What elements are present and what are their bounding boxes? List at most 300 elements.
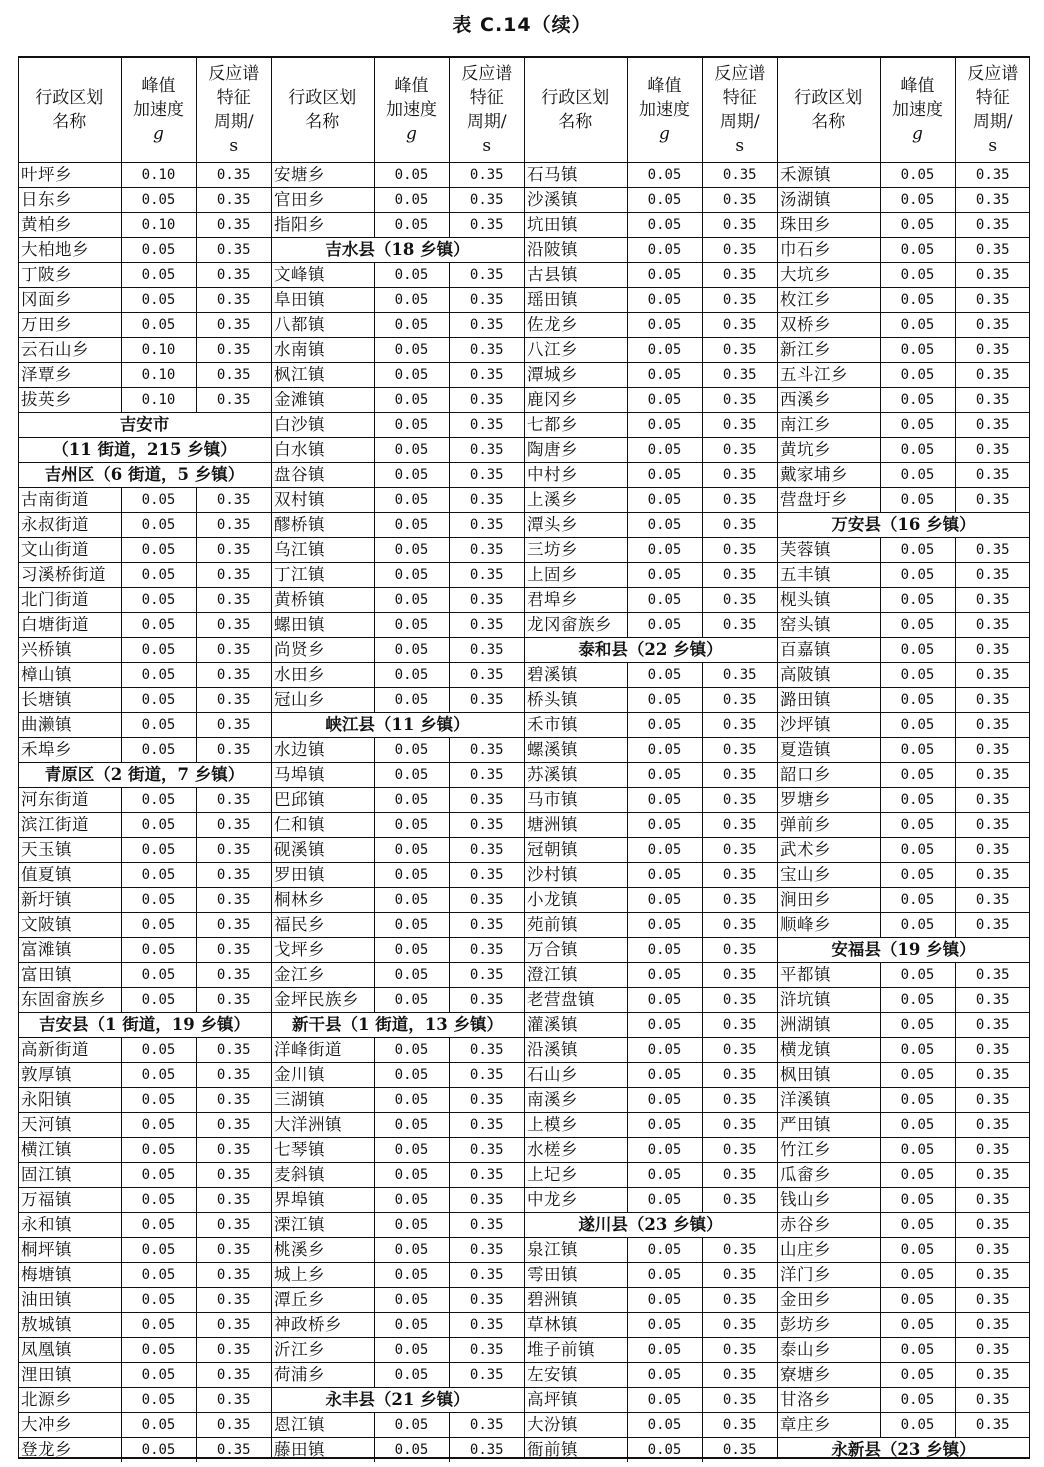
header-name-line2: 名称 bbox=[811, 112, 846, 132]
region-name-cell: 佐龙乡 bbox=[524, 313, 627, 338]
table-row bbox=[271, 438, 524, 463]
table-row bbox=[271, 1263, 524, 1288]
table-row bbox=[18, 813, 271, 838]
region-name-cell: 冠朝镇 bbox=[524, 838, 627, 863]
peak-acceleration-cell: 0.05 bbox=[880, 1213, 955, 1238]
period-cell: 0.35 bbox=[702, 1413, 777, 1438]
peak-acceleration-cell: 0.05 bbox=[121, 1263, 196, 1288]
region-name-cell: 金江乡 bbox=[271, 963, 374, 988]
header-name bbox=[18, 58, 121, 163]
header-period-line2: 特征 bbox=[469, 88, 504, 108]
peak-acceleration-cell: 0.05 bbox=[374, 313, 449, 338]
region-name-cell: 北源乡 bbox=[18, 1388, 121, 1413]
peak-acceleration-cell: 0.05 bbox=[627, 1038, 702, 1063]
peak-acceleration-cell: 0.05 bbox=[880, 688, 955, 713]
region-name-cell: 叶坪乡 bbox=[18, 163, 121, 188]
table-row bbox=[18, 488, 271, 513]
header-period-line3: 周期/ bbox=[213, 112, 254, 132]
region-name-cell: 上模乡 bbox=[524, 1113, 627, 1138]
region-name-cell: 坑田镇 bbox=[524, 213, 627, 238]
table-row bbox=[271, 588, 524, 613]
table-row bbox=[524, 1288, 777, 1313]
table-body bbox=[271, 163, 524, 1463]
peak-acceleration-cell: 0.05 bbox=[121, 563, 196, 588]
table-row bbox=[18, 1063, 271, 1088]
peak-acceleration-cell: 0.05 bbox=[627, 1413, 702, 1438]
header-name-line2: 名称 bbox=[558, 112, 593, 132]
region-name-cell: 冠山乡 bbox=[271, 688, 374, 713]
region-name-cell: 洲湖镇 bbox=[777, 1013, 880, 1038]
region-name-cell: 泽覃乡 bbox=[18, 363, 121, 388]
peak-acceleration-cell: 0.05 bbox=[880, 1263, 955, 1288]
region-name-cell: 仁和镇 bbox=[271, 813, 374, 838]
section-row bbox=[271, 238, 524, 263]
peak-acceleration-cell: 0.05 bbox=[121, 238, 196, 263]
period-cell: 0.35 bbox=[955, 1213, 1030, 1238]
header-accel bbox=[121, 58, 196, 163]
table-row bbox=[524, 238, 777, 263]
table-row bbox=[271, 1413, 524, 1438]
peak-acceleration-cell: 0.05 bbox=[374, 1038, 449, 1063]
period-cell: 0.35 bbox=[449, 388, 524, 413]
table-row bbox=[18, 1438, 271, 1463]
peak-acceleration-cell: 0.05 bbox=[374, 1213, 449, 1238]
table-row bbox=[271, 1288, 524, 1313]
period-cell: 0.35 bbox=[196, 1163, 271, 1188]
period-cell: 0.35 bbox=[955, 738, 1030, 763]
peak-acceleration-cell: 0.10 bbox=[121, 213, 196, 238]
period-cell: 0.35 bbox=[702, 838, 777, 863]
section-heading: 永新县（23 乡镇） bbox=[831, 1440, 976, 1459]
region-name-cell: 瓜畲乡 bbox=[777, 1163, 880, 1188]
table-row bbox=[271, 938, 524, 963]
peak-acceleration-cell: 0.05 bbox=[880, 288, 955, 313]
header-accel-unit: g bbox=[659, 124, 670, 144]
period-cell: 0.35 bbox=[196, 1038, 271, 1063]
region-name-cell: 水田乡 bbox=[271, 663, 374, 688]
region-name-cell: 君埠乡 bbox=[524, 588, 627, 613]
peak-acceleration-cell: 0.05 bbox=[880, 1288, 955, 1313]
period-cell: 0.35 bbox=[702, 688, 777, 713]
peak-acceleration-cell: 0.05 bbox=[880, 663, 955, 688]
period-cell: 0.35 bbox=[449, 1163, 524, 1188]
peak-acceleration-cell: 0.05 bbox=[121, 1188, 196, 1213]
period-cell: 0.35 bbox=[955, 413, 1030, 438]
table-row bbox=[18, 1088, 271, 1113]
peak-acceleration-cell: 0.05 bbox=[374, 663, 449, 688]
region-name-cell: 龙冈畲族乡 bbox=[524, 613, 627, 638]
region-name-cell: 雩田镇 bbox=[524, 1263, 627, 1288]
peak-acceleration-cell: 0.05 bbox=[121, 488, 196, 513]
peak-acceleration-cell: 0.05 bbox=[374, 1338, 449, 1363]
region-name-cell: 水边镇 bbox=[271, 738, 374, 763]
table-row bbox=[777, 763, 1030, 788]
period-cell: 0.35 bbox=[196, 213, 271, 238]
period-cell: 0.35 bbox=[955, 1088, 1030, 1113]
header-row bbox=[524, 58, 777, 163]
period-cell: 0.35 bbox=[449, 688, 524, 713]
region-name-cell: 塘洲镇 bbox=[524, 813, 627, 838]
peak-acceleration-cell: 0.05 bbox=[121, 538, 196, 563]
header-period-unit: s bbox=[735, 136, 745, 156]
period-cell: 0.35 bbox=[196, 1238, 271, 1263]
table-row bbox=[777, 1388, 1030, 1413]
period-cell: 0.35 bbox=[196, 963, 271, 988]
region-name-cell: 弹前乡 bbox=[777, 813, 880, 838]
period-cell: 0.35 bbox=[196, 1213, 271, 1238]
peak-acceleration-cell: 0.05 bbox=[627, 1438, 702, 1463]
section-heading: 吉安市 bbox=[18, 413, 271, 438]
peak-acceleration-cell: 0.05 bbox=[374, 1063, 449, 1088]
peak-acceleration-cell: 0.05 bbox=[627, 1388, 702, 1413]
region-name-cell: 盘谷镇 bbox=[271, 463, 374, 488]
peak-acceleration-cell: 0.05 bbox=[121, 813, 196, 838]
table-row bbox=[18, 1238, 271, 1263]
peak-acceleration-cell: 0.05 bbox=[627, 1113, 702, 1138]
peak-acceleration-cell: 0.05 bbox=[880, 1038, 955, 1063]
header-period-line1: 反应谱 bbox=[714, 64, 766, 84]
header-accel-unit: g bbox=[912, 124, 923, 144]
table-row bbox=[524, 188, 777, 213]
region-name-cell: 泰山乡 bbox=[777, 1338, 880, 1363]
table-row bbox=[777, 1038, 1030, 1063]
section-heading: 泰和县（22 乡镇） bbox=[524, 638, 777, 663]
peak-acceleration-cell: 0.05 bbox=[374, 1113, 449, 1138]
period-cell: 0.35 bbox=[955, 588, 1030, 613]
peak-acceleration-cell: 0.05 bbox=[374, 688, 449, 713]
sub-table bbox=[271, 58, 524, 1462]
period-cell: 0.35 bbox=[955, 1013, 1030, 1038]
table-row bbox=[777, 538, 1030, 563]
table-row bbox=[18, 788, 271, 813]
table-row bbox=[524, 363, 777, 388]
period-cell: 0.35 bbox=[702, 988, 777, 1013]
period-cell: 0.35 bbox=[196, 1138, 271, 1163]
peak-acceleration-cell: 0.05 bbox=[121, 913, 196, 938]
region-name-cell: 梅塘镇 bbox=[18, 1263, 121, 1288]
peak-acceleration-cell: 0.05 bbox=[121, 1388, 196, 1413]
period-cell: 0.35 bbox=[702, 1088, 777, 1113]
table-row bbox=[524, 1388, 777, 1413]
period-cell: 0.35 bbox=[449, 988, 524, 1013]
table-row bbox=[777, 163, 1030, 188]
period-cell: 0.35 bbox=[955, 1263, 1030, 1288]
region-name-cell: 洋溪镇 bbox=[777, 1088, 880, 1113]
region-name-cell: 上固乡 bbox=[524, 563, 627, 588]
table-row bbox=[271, 638, 524, 663]
header-accel-line2: 加速度 bbox=[133, 100, 184, 120]
period-cell: 0.35 bbox=[449, 863, 524, 888]
period-cell: 0.35 bbox=[449, 1413, 524, 1438]
table-row bbox=[271, 813, 524, 838]
region-name-cell: 万合镇 bbox=[524, 938, 627, 963]
peak-acceleration-cell: 0.05 bbox=[374, 588, 449, 613]
table-row bbox=[524, 1013, 777, 1038]
peak-acceleration-cell: 0.05 bbox=[880, 1013, 955, 1038]
header-accel-line2: 加速度 bbox=[639, 100, 690, 120]
peak-acceleration-cell: 0.05 bbox=[880, 913, 955, 938]
header-accel-unit: g bbox=[153, 124, 164, 144]
region-name-cell: 固江镇 bbox=[18, 1163, 121, 1188]
header-period bbox=[449, 58, 524, 163]
period-cell: 0.35 bbox=[449, 1063, 524, 1088]
peak-acceleration-cell: 0.05 bbox=[627, 1163, 702, 1188]
header-period-unit: s bbox=[229, 136, 239, 156]
table-row bbox=[777, 238, 1030, 263]
table-row bbox=[18, 588, 271, 613]
region-name-cell: 水南镇 bbox=[271, 338, 374, 363]
peak-acceleration-cell: 0.05 bbox=[374, 813, 449, 838]
region-name-cell: 五丰镇 bbox=[777, 563, 880, 588]
period-cell: 0.35 bbox=[955, 188, 1030, 213]
table-row bbox=[777, 1138, 1030, 1163]
period-cell: 0.35 bbox=[955, 863, 1030, 888]
table-row bbox=[271, 988, 524, 1013]
peak-acceleration-cell: 0.05 bbox=[374, 738, 449, 763]
period-cell: 0.35 bbox=[702, 1113, 777, 1138]
table-row bbox=[524, 1238, 777, 1263]
header-period-line2: 特征 bbox=[216, 88, 251, 108]
table-row bbox=[524, 1263, 777, 1288]
period-cell: 0.35 bbox=[449, 1288, 524, 1313]
region-name-cell: 八江乡 bbox=[524, 338, 627, 363]
peak-acceleration-cell: 0.10 bbox=[121, 363, 196, 388]
peak-acceleration-cell: 0.05 bbox=[374, 1313, 449, 1338]
table-row bbox=[18, 1188, 271, 1213]
region-name-cell: 高新街道 bbox=[18, 1038, 121, 1063]
peak-acceleration-cell: 0.05 bbox=[374, 188, 449, 213]
region-name-cell: 登龙乡 bbox=[18, 1438, 121, 1463]
peak-acceleration-cell: 0.05 bbox=[121, 938, 196, 963]
table-row bbox=[524, 1313, 777, 1338]
table-row bbox=[524, 563, 777, 588]
region-name-cell: 界埠镇 bbox=[271, 1188, 374, 1213]
region-name-cell: 永阳镇 bbox=[18, 1088, 121, 1113]
period-cell: 0.35 bbox=[196, 638, 271, 663]
period-cell: 0.35 bbox=[449, 338, 524, 363]
region-name-cell: 五斗江乡 bbox=[777, 363, 880, 388]
period-cell: 0.35 bbox=[702, 463, 777, 488]
period-cell: 0.35 bbox=[955, 763, 1030, 788]
region-name-cell: 石马镇 bbox=[524, 163, 627, 188]
period-cell: 0.35 bbox=[196, 1288, 271, 1313]
table-row bbox=[18, 888, 271, 913]
period-cell: 0.35 bbox=[702, 1388, 777, 1413]
period-cell: 0.35 bbox=[196, 813, 271, 838]
section-heading: 青原区（2 街道，7 乡镇） bbox=[18, 763, 271, 788]
period-cell: 0.35 bbox=[449, 838, 524, 863]
section-heading: 吉州区（6 街道，5 乡镇） bbox=[18, 463, 271, 488]
section-row bbox=[271, 1388, 524, 1413]
peak-acceleration-cell: 0.05 bbox=[880, 388, 955, 413]
region-name-cell: 潭城乡 bbox=[524, 363, 627, 388]
table-row bbox=[18, 863, 271, 888]
period-cell: 0.35 bbox=[702, 1238, 777, 1263]
region-name-cell: 汤湖镇 bbox=[777, 188, 880, 213]
period-cell: 0.35 bbox=[196, 788, 271, 813]
region-name-cell: 马市镇 bbox=[524, 788, 627, 813]
table-row bbox=[777, 463, 1030, 488]
table-row bbox=[271, 1088, 524, 1113]
table-row bbox=[524, 413, 777, 438]
period-cell: 0.35 bbox=[449, 1088, 524, 1113]
peak-acceleration-cell: 0.05 bbox=[627, 913, 702, 938]
table-row bbox=[18, 688, 271, 713]
region-name-cell: 敦厚镇 bbox=[18, 1063, 121, 1088]
table-row bbox=[271, 313, 524, 338]
region-name-cell: 桐林乡 bbox=[271, 888, 374, 913]
period-cell: 0.35 bbox=[449, 613, 524, 638]
region-name-cell: 鹿冈乡 bbox=[524, 388, 627, 413]
period-cell: 0.35 bbox=[449, 188, 524, 213]
region-name-cell: 凤凰镇 bbox=[18, 1338, 121, 1363]
region-name-cell: 甘洛乡 bbox=[777, 1388, 880, 1413]
header-period-line1: 反应谱 bbox=[461, 64, 513, 84]
region-name-cell: 罗田镇 bbox=[271, 863, 374, 888]
table-quadrant-2 bbox=[271, 58, 524, 1457]
header-period-line1: 反应谱 bbox=[208, 64, 260, 84]
table-row bbox=[777, 488, 1030, 513]
peak-acceleration-cell: 0.05 bbox=[880, 838, 955, 863]
period-cell: 0.35 bbox=[702, 713, 777, 738]
peak-acceleration-cell: 0.05 bbox=[627, 363, 702, 388]
region-name-cell: 草林镇 bbox=[524, 1313, 627, 1338]
header-name bbox=[271, 58, 374, 163]
region-name-cell: 指阳乡 bbox=[271, 213, 374, 238]
peak-acceleration-cell: 0.05 bbox=[627, 213, 702, 238]
header-name bbox=[777, 58, 880, 163]
peak-acceleration-cell: 0.05 bbox=[627, 338, 702, 363]
peak-acceleration-cell: 0.05 bbox=[627, 188, 702, 213]
table-row bbox=[18, 363, 271, 388]
peak-acceleration-cell: 0.05 bbox=[880, 1163, 955, 1188]
peak-acceleration-cell: 0.05 bbox=[374, 988, 449, 1013]
table-row bbox=[524, 338, 777, 363]
period-cell: 0.35 bbox=[196, 1188, 271, 1213]
region-name-cell: 寮塘乡 bbox=[777, 1363, 880, 1388]
peak-acceleration-cell: 0.05 bbox=[121, 613, 196, 638]
table-row bbox=[777, 863, 1030, 888]
header-period-line3: 周期/ bbox=[719, 112, 760, 132]
header-accel-line2: 加速度 bbox=[386, 100, 437, 120]
table-row bbox=[524, 1038, 777, 1063]
table-row bbox=[524, 1188, 777, 1213]
peak-acceleration-cell: 0.05 bbox=[880, 188, 955, 213]
period-cell: 0.35 bbox=[196, 338, 271, 363]
region-name-cell: 古南街道 bbox=[18, 488, 121, 513]
region-name-cell: 安塘乡 bbox=[271, 163, 374, 188]
header-period bbox=[955, 58, 1030, 163]
period-cell: 0.35 bbox=[449, 888, 524, 913]
peak-acceleration-cell: 0.05 bbox=[627, 463, 702, 488]
table-row bbox=[524, 938, 777, 963]
peak-acceleration-cell: 0.05 bbox=[627, 288, 702, 313]
period-cell: 0.35 bbox=[196, 838, 271, 863]
period-cell: 0.35 bbox=[955, 1163, 1030, 1188]
period-cell: 0.35 bbox=[955, 1388, 1030, 1413]
table-row bbox=[524, 1338, 777, 1363]
period-cell: 0.35 bbox=[955, 1063, 1030, 1088]
peak-acceleration-cell: 0.05 bbox=[374, 463, 449, 488]
peak-acceleration-cell: 0.05 bbox=[627, 1188, 702, 1213]
table-body bbox=[524, 163, 777, 1463]
region-name-cell: 双桥乡 bbox=[777, 313, 880, 338]
table-row bbox=[271, 613, 524, 638]
period-cell: 0.35 bbox=[702, 488, 777, 513]
period-cell: 0.35 bbox=[955, 488, 1030, 513]
peak-acceleration-cell: 0.05 bbox=[880, 638, 955, 663]
peak-acceleration-cell: 0.05 bbox=[374, 1188, 449, 1213]
region-name-cell: 芙蓉镇 bbox=[777, 538, 880, 563]
section-heading: 安福县（19 乡镇） bbox=[777, 938, 1030, 963]
region-name-cell: 浒坑镇 bbox=[777, 988, 880, 1013]
peak-acceleration-cell: 0.05 bbox=[627, 838, 702, 863]
period-cell: 0.35 bbox=[449, 313, 524, 338]
region-name-cell: 沿溪镇 bbox=[524, 1038, 627, 1063]
section-heading: 新干县（1 街道，13 乡镇） bbox=[271, 1013, 524, 1038]
period-cell: 0.35 bbox=[449, 538, 524, 563]
region-name-cell: 古县镇 bbox=[524, 263, 627, 288]
period-cell: 0.35 bbox=[449, 288, 524, 313]
region-name-cell: 砚溪镇 bbox=[271, 838, 374, 863]
period-cell: 0.35 bbox=[449, 1213, 524, 1238]
region-name-cell: 城上乡 bbox=[271, 1263, 374, 1288]
region-name-cell: 大汾镇 bbox=[524, 1413, 627, 1438]
table-row bbox=[18, 1313, 271, 1338]
region-name-cell: 曲濑镇 bbox=[18, 713, 121, 738]
table-row bbox=[777, 738, 1030, 763]
region-name-cell: 窑头镇 bbox=[777, 613, 880, 638]
peak-acceleration-cell: 0.05 bbox=[374, 888, 449, 913]
peak-acceleration-cell: 0.05 bbox=[374, 288, 449, 313]
peak-acceleration-cell: 0.05 bbox=[121, 513, 196, 538]
period-cell: 0.35 bbox=[702, 763, 777, 788]
table-row bbox=[777, 363, 1030, 388]
peak-acceleration-cell: 0.05 bbox=[374, 388, 449, 413]
region-name-cell: 苏溪镇 bbox=[524, 763, 627, 788]
period-cell: 0.35 bbox=[449, 1113, 524, 1138]
data-table bbox=[18, 56, 1030, 1459]
period-cell: 0.35 bbox=[449, 163, 524, 188]
peak-acceleration-cell: 0.05 bbox=[374, 1163, 449, 1188]
table-row bbox=[18, 388, 271, 413]
table-row bbox=[777, 788, 1030, 813]
table-body bbox=[777, 163, 1030, 1463]
header-accel-line1: 峰值 bbox=[647, 76, 682, 96]
table-row bbox=[18, 838, 271, 863]
period-cell: 0.35 bbox=[702, 338, 777, 363]
peak-acceleration-cell: 0.05 bbox=[627, 1013, 702, 1038]
region-name-cell: 天玉镇 bbox=[18, 838, 121, 863]
header-period-line2: 特征 bbox=[722, 88, 757, 108]
period-cell: 0.35 bbox=[702, 1263, 777, 1288]
table-row bbox=[18, 238, 271, 263]
peak-acceleration-cell: 0.05 bbox=[374, 163, 449, 188]
region-name-cell: 韶口乡 bbox=[777, 763, 880, 788]
region-name-cell: 中村乡 bbox=[524, 463, 627, 488]
peak-acceleration-cell: 0.05 bbox=[880, 988, 955, 1013]
period-cell: 0.35 bbox=[702, 1013, 777, 1038]
peak-acceleration-cell: 0.05 bbox=[880, 1363, 955, 1388]
table-row bbox=[271, 488, 524, 513]
table-row bbox=[777, 663, 1030, 688]
peak-acceleration-cell: 0.05 bbox=[627, 263, 702, 288]
header-accel bbox=[627, 58, 702, 163]
section-heading: 永丰县（21 乡镇） bbox=[271, 1388, 524, 1413]
peak-acceleration-cell: 0.05 bbox=[121, 963, 196, 988]
period-cell: 0.35 bbox=[196, 1388, 271, 1413]
peak-acceleration-cell: 0.10 bbox=[121, 163, 196, 188]
